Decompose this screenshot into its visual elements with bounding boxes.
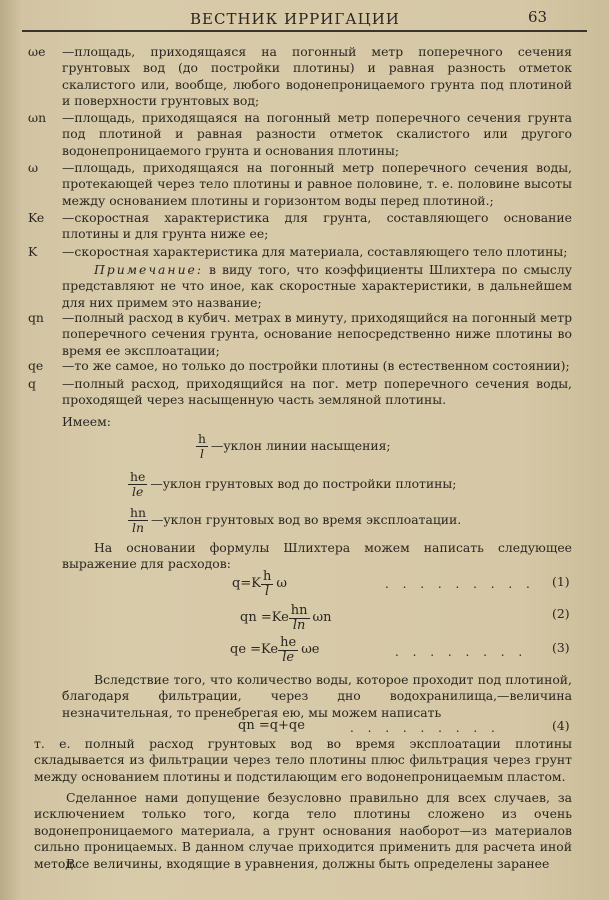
fraction-num: h — [262, 569, 272, 584]
eq-rhs: ωe — [301, 642, 320, 658]
running-header — [0, 6, 609, 30]
paragraph-all-values: Все величины, входящие в уравнения, должны быть определены заранее — [66, 856, 550, 871]
paragraph-assumption: Сделанное нами допущение безусловно правильно для всех случаев, за исключением только того, когда тело плотины сложено из очень водонепроницаемого материала, а грунт основания наоборот—из материалов сильно проницаемых. В данном случае приходится применить для расчета иной метод. — [34, 790, 572, 871]
symbol-q: q — [28, 376, 36, 391]
fraction-den: l — [265, 584, 270, 599]
equation-3 — [230, 636, 319, 665]
fraction — [128, 506, 148, 535]
slope-groundwater-before — [128, 470, 456, 499]
equation-number: (4) — [552, 718, 570, 733]
fraction — [289, 604, 310, 633]
equation-number: (2) — [552, 606, 570, 621]
paragraph-ie: т. е. полный расход грунтовых вод во время эксплоатации плотины складывается из фильтрации через тело плотины плюс фильтрация через грунт между основанием плотины и подстилающим его водонепроницаемым пластом. — [34, 736, 572, 784]
symbol-q-e: qe — [28, 358, 44, 373]
eq-lhs: qe =Ke — [230, 642, 279, 658]
definition-omega-e: —площадь, приходящаяся на погонный метр поперечного сечения грунтовых вод (до постройки плотины) и равная разность отметок скалистого или, вообще, любого водонепроницаемого грунта под плотиной и поверхности грунтовых вод; — [62, 44, 572, 109]
basis-paragraph: На основании формулы Шлихтера можем написать следующее выражение для расходов: — [62, 540, 572, 572]
symbol-omega-n: ωn — [28, 110, 47, 125]
leader-dots: . . . . . . . . — [395, 645, 528, 659]
journal-title: ВЕСТНИК ИРРИГАЦИИ — [190, 10, 400, 28]
leader-dots: . . . . . . . . . — [350, 721, 500, 735]
fraction — [261, 570, 273, 599]
fraction-num: hn — [130, 505, 146, 520]
definition-q-e: —то же самое, но только до постройки плотины (в естественном состоянии); — [62, 358, 570, 373]
fraction-num: he — [280, 635, 297, 650]
fraction-den: l — [200, 446, 204, 461]
symbol-k-e: Ke — [28, 210, 45, 225]
symbol-omega: ω — [28, 160, 39, 175]
fraction-num: he — [130, 469, 146, 484]
definition-omega: —площадь, приходящаяся на погонный метр поперечного сечения воды, протекающей через тело плотины и равное половине, т. е. половине высоты между основанием плотины и горизонтом воды перед плотиной.; — [62, 160, 572, 208]
have-label: Имеем: — [62, 414, 111, 429]
eq-lhs: q=K — [232, 576, 261, 592]
definition-k: —скоростная характеристика для материала, составляющего тело плотины; — [62, 244, 568, 259]
symbol-k: K — [28, 244, 38, 259]
definition-k-e: —скоростная характеристика для грунта, составляющего основание плотины и для грунта ниже ее; — [62, 210, 572, 242]
fraction-den: ln — [292, 618, 306, 633]
eq-lhs: qn =Ke — [240, 610, 289, 626]
fraction-den: ln — [132, 520, 144, 535]
equation-1 — [232, 570, 287, 599]
fraction-den: le — [132, 484, 144, 499]
fraction — [278, 636, 298, 665]
leader-dots: . . . . . . . . . — [385, 577, 535, 591]
definition-q: —полный расход, приходящийся на пог. метр поперечного сечения воды, проходящей через насыщенную часть земляной плотины. — [62, 376, 572, 408]
slope-text: —уклон грунтовых вод во время эксплоатации. — [150, 512, 462, 528]
fraction — [128, 470, 147, 499]
fraction-num: hn — [290, 603, 308, 618]
note-label: Примечание: — [94, 262, 204, 277]
slope-groundwater-operation — [128, 506, 461, 535]
fraction-den: le — [282, 650, 295, 665]
slope-text: —уклон линии насыщения; — [210, 438, 391, 454]
symbol-omega-e: ωe — [28, 44, 46, 59]
symbol-q-n: qn — [28, 310, 44, 325]
page-number: 63 — [528, 8, 548, 26]
definition-q-n: —полный расход в кубич. метрах в минуту, приходящийся на погонный метр поперечного сечения грунта, основание непосредственно ниже плотины во время ее эксплоатации; — [62, 310, 572, 358]
header-rule — [22, 30, 587, 32]
slope-saturation — [196, 432, 391, 461]
note-text: в виду того, что коэффициенты Шлихтера по смыслу представляют не что иное, как скоростные характеристики, в дальнейшем для них примем это название; — [62, 262, 572, 310]
paragraph-since: Вследствие того, что количество воды, которое проходит под плотиной, благодаря фильтрации, через дно водохранилища,—величина незначительная, то пренебрегая ею, мы можем написать — [62, 672, 572, 720]
equation-4: qn =q+qe — [238, 718, 305, 733]
slope-text: —уклон грунтовых вод до постройки плотины; — [150, 476, 457, 492]
equation-number: (1) — [552, 574, 570, 589]
eq-rhs: ω — [276, 576, 287, 592]
eq-rhs: ωn — [312, 610, 332, 626]
fraction — [196, 432, 208, 461]
equation-number: (3) — [552, 640, 570, 655]
fraction-num: h — [198, 431, 206, 446]
definition-omega-n: —площадь, приходящаяся на погонный метр поперечного сечения грунта под плотиной и равная разности отметок скалистого или другого водонепроницаемого грунта и основания плотины; — [62, 110, 572, 158]
note-paragraph — [62, 262, 572, 311]
equation-2 — [240, 604, 332, 633]
